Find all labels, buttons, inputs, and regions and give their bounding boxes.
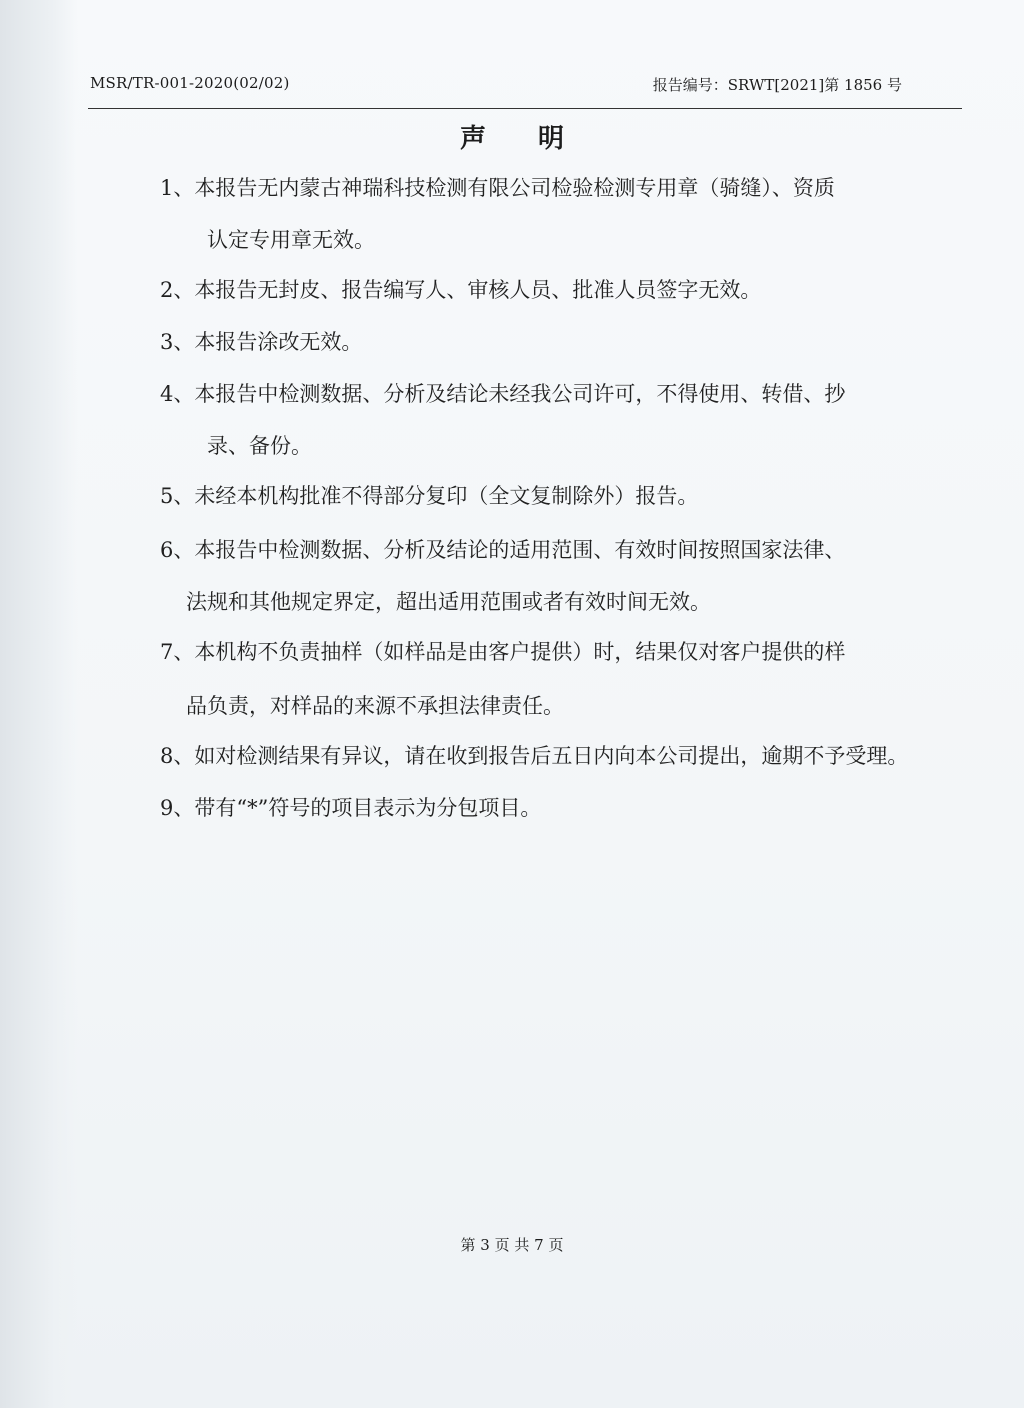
clause-7-continuation: 品负责，对样品的来源不承担法律责任。 bbox=[186, 694, 564, 718]
clause-number: 3、 bbox=[160, 330, 195, 354]
clause-text: 未经本机构批准不得部分复印（全文复制除外）报告。 bbox=[194, 484, 699, 508]
clause-number: 4、 bbox=[160, 382, 195, 406]
clause-1-continuation: 认定专用章无效。 bbox=[207, 228, 375, 252]
clause-number: 7、 bbox=[160, 640, 195, 664]
clause-text: 本报告中检测数据、分析及结论未经我公司许可，不得使用、转借、抄 bbox=[194, 382, 846, 406]
clause-6-continuation: 法规和其他规定界定，超出适用范围或者有效时间无效。 bbox=[186, 590, 711, 614]
clause-text: 如对检测结果有异议，请在收到报告后五日内向本公司提出，逾期不予受理。 bbox=[194, 744, 909, 768]
clause-number: 5、 bbox=[160, 484, 195, 508]
clause-2 bbox=[160, 276, 761, 304]
doc-code: MSR/TR-001-2020(02/02) bbox=[90, 74, 290, 92]
clause-text: 本机构不负责抽样（如样品是由客户提供）时，结果仅对客户提供的样 bbox=[194, 640, 846, 664]
clause-text: 本报告涂改无效。 bbox=[194, 330, 363, 354]
clause-5 bbox=[160, 482, 698, 510]
clause-4 bbox=[160, 380, 845, 408]
clause-number: 8、 bbox=[160, 744, 195, 768]
page-title: 声明 bbox=[459, 124, 616, 154]
clause-number: 2、 bbox=[160, 278, 195, 302]
clause-text: 本报告中检测数据、分析及结论的适用范围、有效时间按照国家法律、 bbox=[194, 538, 846, 562]
report-number: 报告编号：SRWT[2021]第 1856 号 bbox=[652, 76, 902, 94]
clause-text: 本报告无封皮、报告编写人、审核人员、批准人员签字无效。 bbox=[194, 278, 762, 302]
clause-3 bbox=[160, 328, 362, 356]
clause-4-continuation: 录、备份。 bbox=[207, 434, 312, 458]
clause-1 bbox=[160, 174, 835, 202]
clause-number: 1、 bbox=[160, 176, 195, 200]
clause-6 bbox=[160, 536, 845, 564]
clause-9 bbox=[160, 794, 541, 822]
clause-8 bbox=[160, 742, 908, 770]
clause-number: 6、 bbox=[160, 538, 195, 562]
clause-text: 本报告无内蒙古神瑞科技检测有限公司检验检测专用章（骑缝）、资质 bbox=[194, 176, 835, 200]
clause-text: 带有“*”符号的项目表示为分包项目。 bbox=[194, 796, 542, 820]
page-number: 第 3 页 共 7 页 bbox=[460, 1236, 564, 1254]
clause-7 bbox=[160, 638, 845, 666]
clause-number: 9、 bbox=[160, 796, 195, 820]
